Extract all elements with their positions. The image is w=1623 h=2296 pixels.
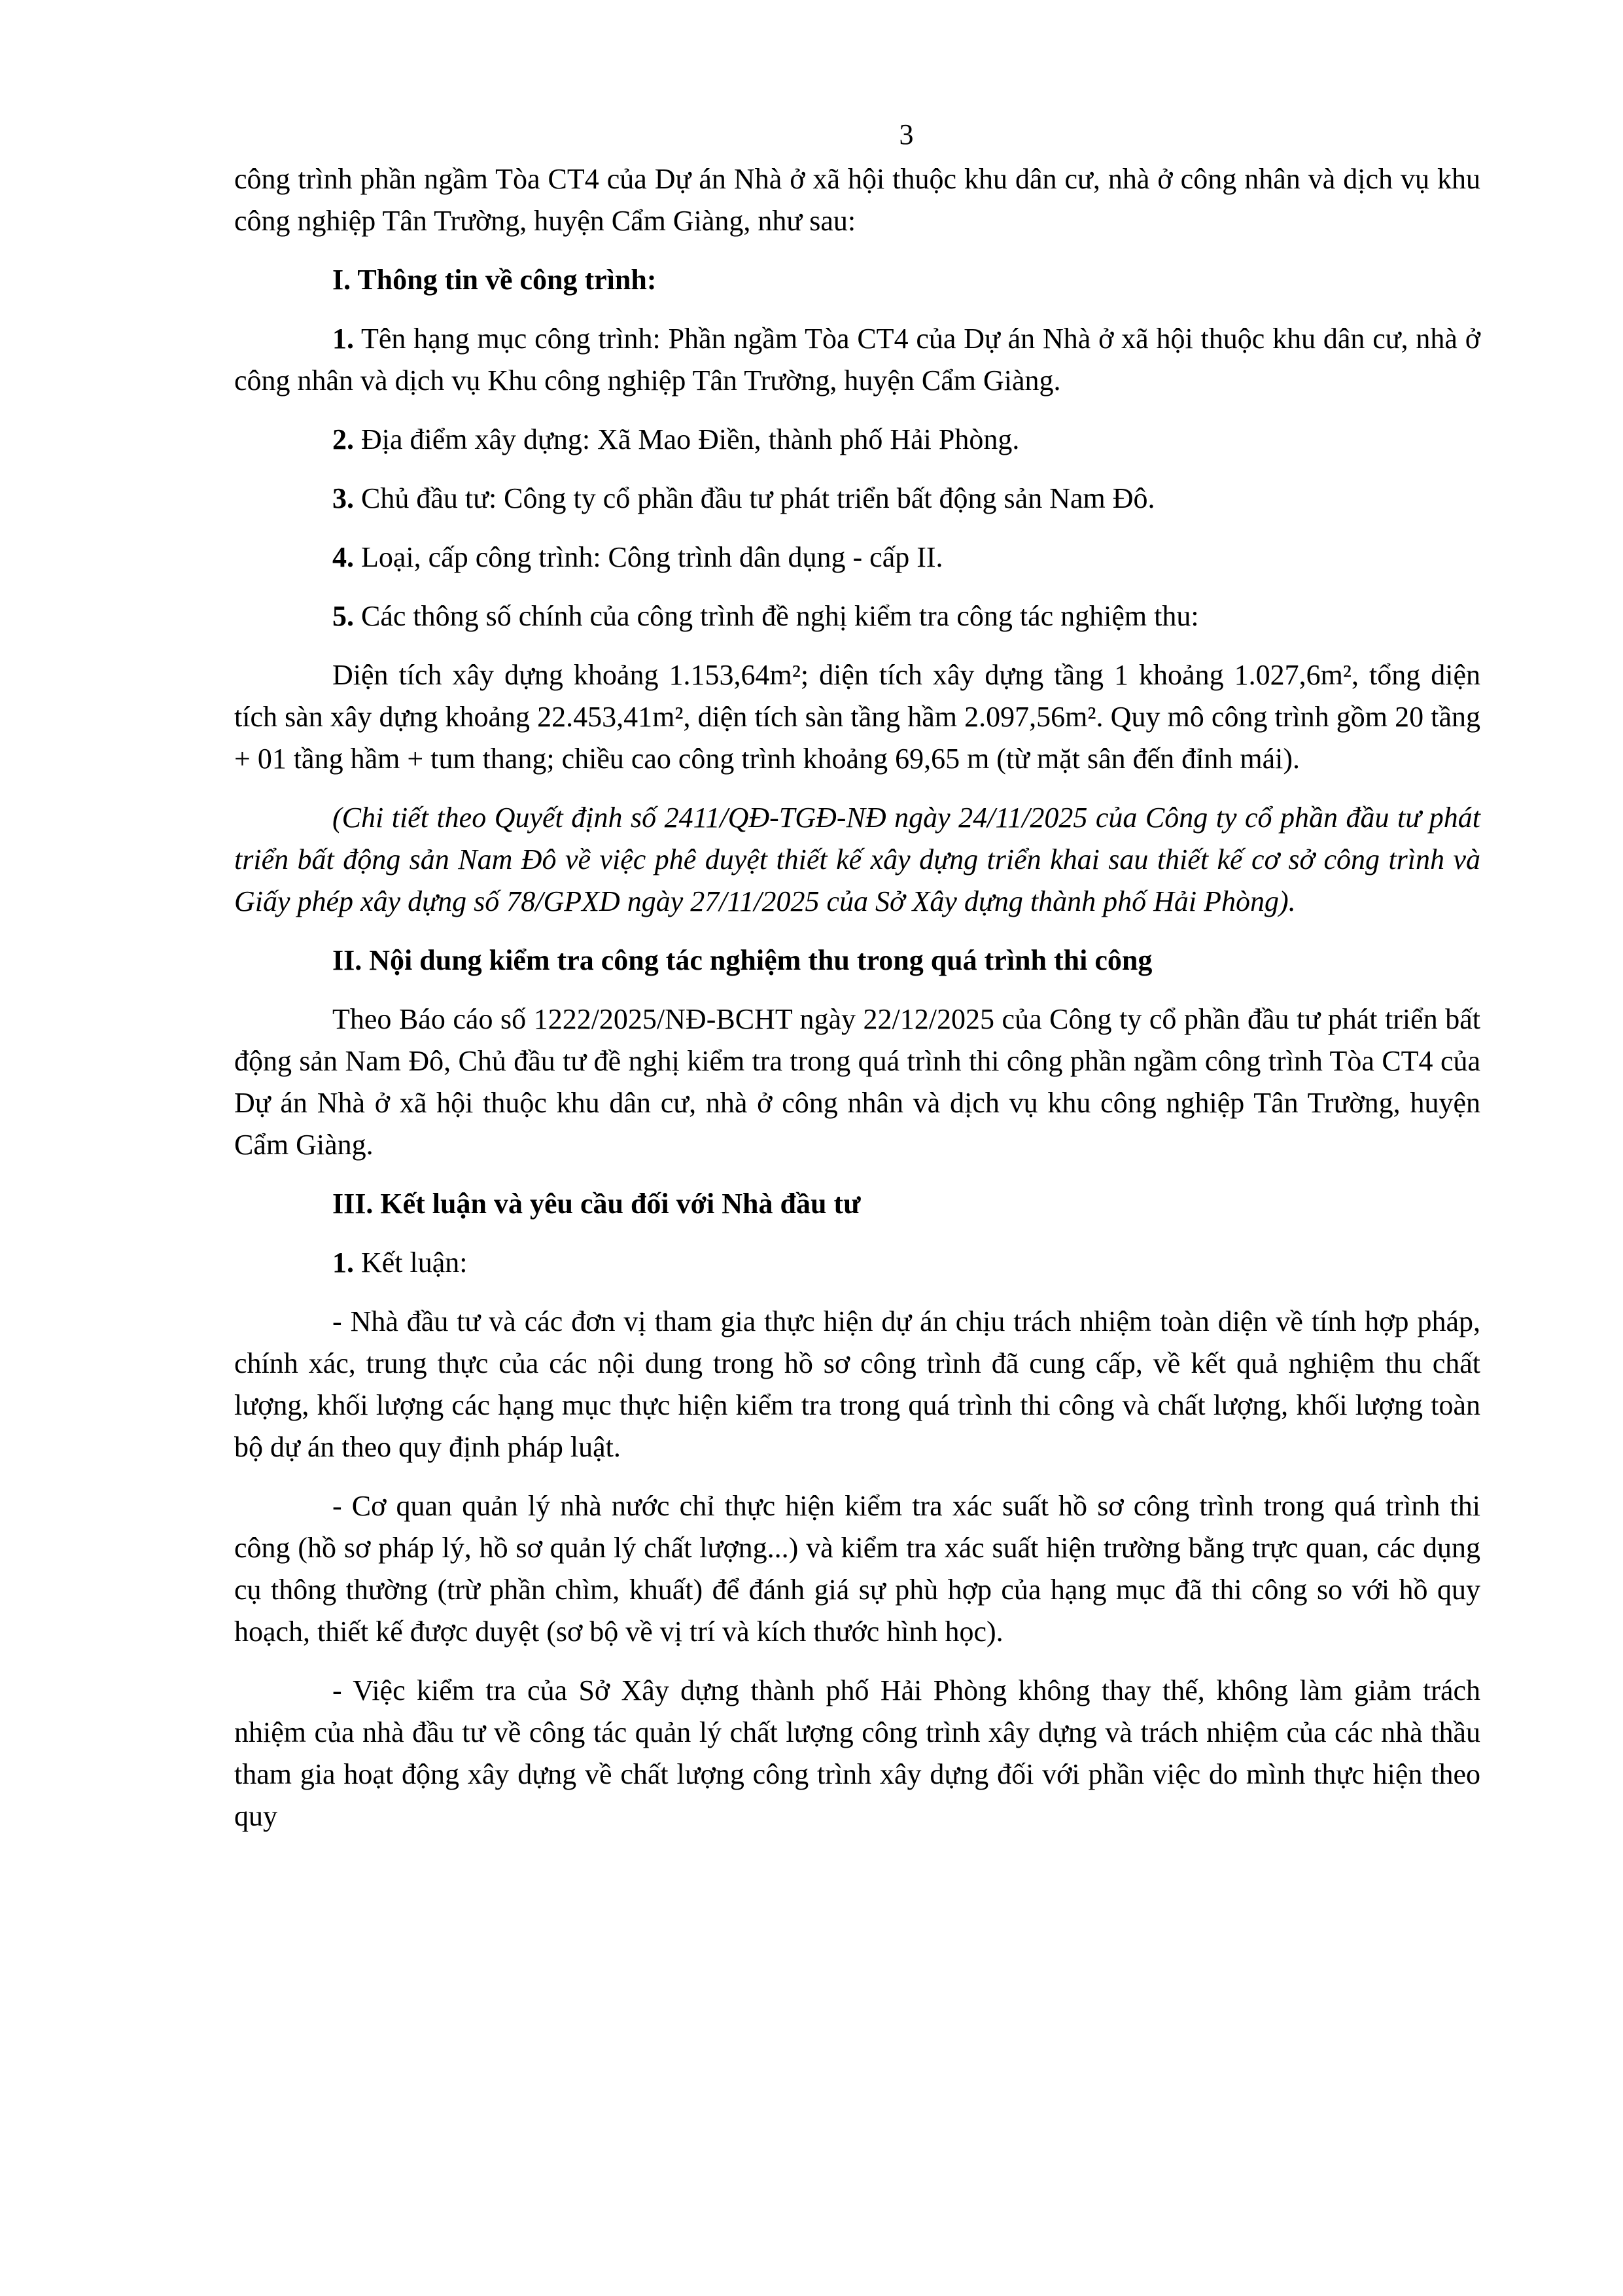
item-3-text: Chủ đầu tư: Công ty cổ phần đầu tư phát triển bất động sản Nam Đô.: [354, 482, 1155, 514]
conclusion-point-1: - Nhà đầu tư và các đơn vị tham gia thực hiện dự án chịu trách nhiệm toàn diện về tính hợp pháp, chính xác, trung thực của các nội dung trong hồ sơ công trình đã cung cấp, về kết quả nghiệm thu chất lượng, khối lượng các hạng mục thực hiện kiểm tra trong quá trình thi công và chất lượng, khối lượng toàn bộ dự án theo quy định pháp luật.: [234, 1305, 1480, 1463]
item-2-text: Địa điểm xây dựng: Xã Mao Điền, thành phố Hải Phòng.: [354, 423, 1020, 455]
page-content: [234, 97, 1480, 1837]
item-3-chu-dau-tu: [234, 478, 1480, 520]
report-paragraph: Theo Báo cáo số 1222/2025/NĐ-BCHT ngày 22/12/2025 của Công ty cổ phần đầu tư phát triển bất động sản Nam Đô, Chủ đầu tư đề nghị kiểm tra trong quá trình thi công phần ngầm công trình Tòa CT4 của Dự án Nhà ở xã hội thuộc khu dân cư, nhà ở công nhân và dịch vụ khu công nghiệp Tân Trường, huyện Cẩm Giàng.: [234, 1003, 1480, 1161]
continuation-paragraph: công trình phần ngầm Tòa CT4 của Dự án Nhà ở xã hội thuộc khu dân cư, nhà ở công nhân và dịch vụ khu công nghiệp Tân Trường, huyện Cẩm Giàng, như sau:: [234, 163, 1480, 237]
item-5-thong-so: [234, 595, 1480, 637]
item-1-number: 1.: [332, 323, 354, 355]
section-i-heading: I. Thông tin về công trình:: [332, 264, 657, 296]
page-number: 3: [899, 118, 914, 150]
item-1-ten-hang-muc: [234, 318, 1480, 402]
detail-note-paragraph: (Chi tiết theo Quyết định số 2411/QĐ-TGĐ-NĐ ngày 24/11/2025 của Công ty cổ phần đầu tư phát triển bất động sản Nam Đô về việc phê duyệt thiết kế xây dựng triển khai sau thiết kế cơ sở công trình và Giấy phép xây dựng số 78/GPXD ngày 27/11/2025 của Sở Xây dựng thành phố Hải Phòng).: [234, 802, 1480, 917]
item-4-number: 4.: [332, 541, 354, 573]
conclusion-label: [234, 1242, 1480, 1284]
item-2-number: 2.: [332, 423, 354, 455]
conclusion-point-3: - Việc kiểm tra của Sở Xây dựng thành phố Hải Phòng không thay thế, không làm giảm trách nhiệm của nhà đầu tư về công tác quản lý chất lượng công trình xây dựng và trách nhiệm của các nhà thầu tham gia hoạt động xây dựng về chất lượng công trình xây dựng đối với phần việc do mình thực hiện theo quy: [234, 1674, 1480, 1832]
conclusion-label-number: 1.: [332, 1246, 354, 1279]
conclusion-label-text: Kết luận:: [354, 1246, 468, 1279]
specs-paragraph: Diện tích xây dựng khoảng 1.153,64m²; diện tích xây dựng tầng 1 khoảng 1.027,6m², tổng diện tích sàn xây dựng khoảng 22.453,41m², diện tích sàn tầng hầm 2.097,56m². Quy mô công trình gồm 20 tầng + 01 tầng hầm + tum thang; chiều cao công trình khoảng 69,65 m (từ mặt sân đến đỉnh mái).: [234, 659, 1480, 775]
item-5-text: Các thông số chính của công trình đề nghị kiểm tra công tác nghiệm thu:: [354, 600, 1199, 632]
section-ii-heading: II. Nội dung kiểm tra công tác nghiệm thu trong quá trình thi công: [332, 944, 1153, 976]
item-4-loai-cap: [234, 537, 1480, 578]
section-iii-heading: III. Kết luận và yêu cầu đối với Nhà đầu tư: [332, 1188, 861, 1220]
conclusion-point-2: - Cơ quan quản lý nhà nước chỉ thực hiện kiểm tra xác suất hồ sơ công trình trong quá trình thi công (hồ sơ pháp lý, hồ sơ quản lý chất lượng...) và kiểm tra xác suất hiện trường bằng trực quan, các dụng cụ thông thường (trừ phần chìm, khuất) để đánh giá sự phù hợp của hạng mục đã thi công so với hồ quy hoạch, thiết kế được duyệt (sơ bộ về vị trí và kích thước hình học).: [234, 1490, 1480, 1648]
item-4-text: Loại, cấp công trình: Công trình dân dụng - cấp II.: [354, 541, 943, 573]
item-2-dia-diem: [234, 419, 1480, 461]
item-1-text: Tên hạng mục công trình: Phần ngầm Tòa CT4 của Dự án Nhà ở xã hội thuộc khu dân cư, nhà ở công nhân và dịch vụ Khu công nghiệp Tân Trường, huyện Cẩm Giàng.: [234, 323, 1480, 397]
item-5-number: 5.: [332, 600, 354, 632]
item-3-number: 3.: [332, 482, 354, 514]
